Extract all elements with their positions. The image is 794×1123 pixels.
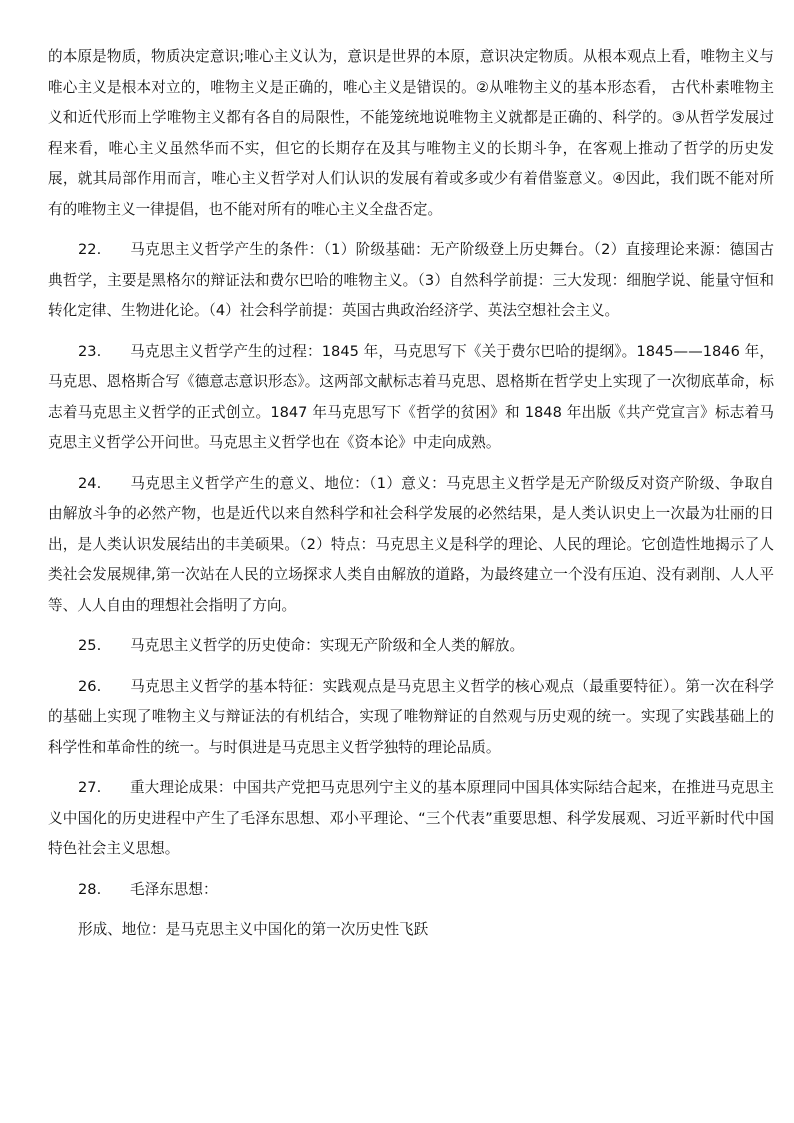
paragraph-continuation (48, 42, 774, 225)
paragraph-23 (48, 337, 774, 459)
paragraph-number: 25. (78, 637, 102, 654)
paragraph-text: 马克思主义哲学的基本特征：实践观点是马克思主义哲学的核心观点（最重要特征）。第一次在科学的基础上实现了唯物主义与辩证法的有机结合，实现了唯物辩证的自然观与历史观的统一。实现了实践基础上的科学性和革命性的统一。与时俱进是马克思主义哲学独特的理论品质。 (48, 677, 774, 756)
paragraph-number: 22. (78, 241, 102, 258)
document-page (48, 48, 774, 956)
paragraph-number: 27. (78, 779, 102, 796)
paragraph-25 (48, 631, 774, 662)
paragraph-text: 重大理论成果：中国共产党把马克思列宁主义的基本原理同中国具体实际结合起来，在推进马克思主义中国化的历史进程中产生了毛泽东思想、邓小平理论、“三个代表”重要思想、科学发展观、习近平新时代中国特色社会主义思想。 (48, 779, 774, 857)
paragraph-number: 28. (78, 880, 102, 898)
paragraph-formation (48, 915, 774, 946)
paragraph-number: 24. (78, 474, 102, 492)
paragraph-text: 毛泽东思想： (130, 880, 218, 898)
paragraph-26 (48, 672, 774, 764)
paragraph-text: 的本原是物质，物质决定意识;唯心主义认为，意识是世界的本原，意识决定物质。从根本观点上看，唯物主义与唯心主义是根本对立的，唯物主义是正确的，唯心主义是错误的。②从唯物主义的基本形态看， 古代朴素唯物主义和近代形而上学唯物主义都有各自的局限性，不能笼统地说唯物主义就都是正确的、科学的。③从哲学发展过程来看，唯心主义虽然华而不实，但它的长期存在及其与唯物主义的长期斗争，在客观上推动了哲学的历史发展，就其局部作用而言，唯心主义哲学对人们认识的发展有着或多或少有着借鉴意义。④因此，我们既不能对所有的唯物主义一律提倡，也不能对所有的唯心主义全盘否定。 (48, 48, 774, 218)
paragraph-text: 马克思主义哲学产生的过程：1845 年，马克思写下《关于费尔巴哈的提纲》。1845——1846 年，马克思、恩格斯合写《德意志意识形态》。这两部文献标志着马克思、恩格斯在哲学史上实现了一次彻底革命，标志着马克思主义哲学的正式创立。1847 年马克思写下《哲学的贫困》和 1848 年出版《共产党宣言》标志着马克思主义哲学公开问世。马克思主义哲学也在《资本论》中走向成熟。 (48, 342, 774, 451)
paragraph-text: 马克思主义哲学产生的条件：（1）阶级基础：无产阶级登上历史舞台。（2）直接理论来源：德国古典哲学，主要是黑格尔的辩证法和费尔巴哈的唯物主义。（3）自然科学前提：三大发现：细胞学说、能量守恒和转化定律、生物进化论。（4）社会科学前提：英国古典政治经济学、英法空想社会主义。 (48, 241, 774, 319)
paragraph-text: 形成、地位：是马克思主义中国化的第一次历史性飞跃 (78, 921, 429, 938)
paragraph-number: 26. (78, 677, 102, 695)
paragraph-22 (48, 235, 774, 327)
paragraph-text: 马克思主义哲学的历史使命：实现无产阶级和全人类的解放。 (130, 637, 525, 654)
paragraph-24 (48, 469, 774, 622)
paragraph-27 (48, 773, 774, 865)
paragraph-text: 马克思主义哲学产生的意义、地位：（1）意义：马克思主义哲学是无产阶级反对资产阶级、争取自由解放斗争的必然产物，也是近代以来自然科学和社会科学发展的必然结果，是人类认识史上一次最为壮丽的日出，是人类认识发展结出的丰美硕果。（2）特点：马克思主义是科学的理论、人民的理论。它创造性地揭示了人类社会发展规律,第一次站在人民的立场探求人类自由解放的道路，为最终建立一个没有压迫、没有剥削、人人平等、人人自由的理想社会指明了方向。 (48, 474, 774, 614)
paragraph-number: 23. (78, 342, 102, 360)
paragraph-28 (48, 875, 774, 906)
